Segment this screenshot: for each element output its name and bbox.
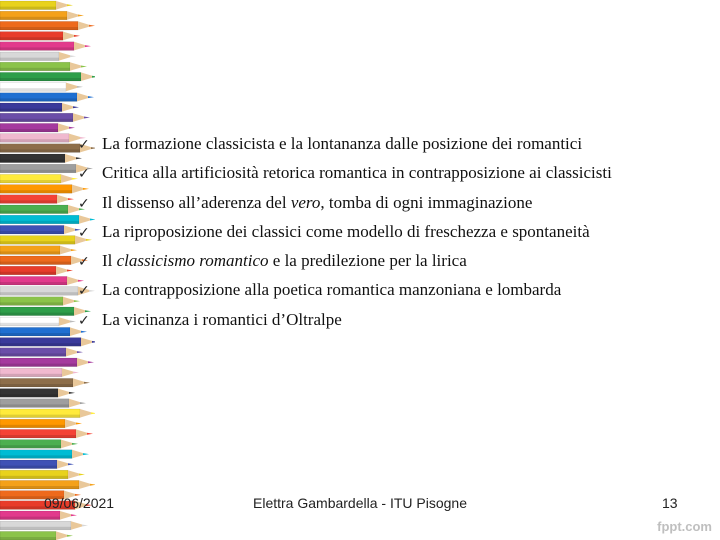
bullet-text-segment: La vicinanza i romantici d’Oltralpe bbox=[102, 309, 342, 329]
pencil-icon bbox=[0, 429, 93, 438]
pencil-icon bbox=[0, 72, 95, 81]
watermark: fppt.com bbox=[657, 519, 712, 534]
checkmark-icon: ✓ bbox=[78, 166, 90, 183]
pencil-icon bbox=[0, 368, 79, 377]
bullet-list bbox=[78, 134, 718, 339]
pencil-icon bbox=[0, 419, 82, 428]
bullet-text bbox=[102, 193, 532, 213]
pencil-icon bbox=[0, 256, 88, 265]
pencil-icon bbox=[0, 83, 83, 92]
pencil-icon bbox=[0, 21, 95, 30]
pencil-icon bbox=[0, 246, 77, 255]
pencil-icon bbox=[0, 1, 73, 10]
bullet-text bbox=[102, 163, 612, 183]
pencil-icon bbox=[0, 134, 86, 143]
pencil-icon bbox=[0, 93, 94, 102]
pencil-icon bbox=[0, 11, 84, 20]
pencil-icon bbox=[0, 399, 86, 408]
bullet-text-segment: La formazione classicista e la lontananza dalle posizione dei romantici bbox=[102, 134, 583, 153]
bullet-text bbox=[102, 280, 561, 300]
bullet-item bbox=[78, 163, 718, 192]
bullet-item bbox=[78, 134, 718, 163]
pencil-icon bbox=[0, 32, 80, 41]
pencil-icon bbox=[0, 113, 90, 122]
slide-number: 13 bbox=[662, 495, 678, 511]
bullet-text-emphasis: vero bbox=[290, 192, 321, 212]
pencil-icon bbox=[0, 389, 75, 398]
bullet-text-segment: e la predilezione per la lirica bbox=[268, 251, 467, 271]
pencil-icon bbox=[0, 195, 74, 204]
bullet-item bbox=[78, 251, 718, 280]
bullet-item bbox=[78, 280, 718, 309]
pencil-icon bbox=[0, 511, 77, 520]
pencil-icon bbox=[0, 358, 94, 367]
pencil-icon bbox=[0, 185, 89, 194]
pencil-icon bbox=[0, 276, 84, 285]
checkmark-icon: ✓ bbox=[78, 283, 90, 300]
bullet-text-segment: La contrapposizione alla poetica romantica manzoniana e lombarda bbox=[102, 280, 562, 300]
pencil-icon bbox=[0, 378, 90, 387]
pencil-icon bbox=[0, 123, 75, 132]
pencil-icon bbox=[0, 154, 82, 163]
bullet-text-emphasis: classicismo romantico bbox=[116, 251, 269, 271]
bullet-text bbox=[102, 251, 467, 271]
pencil-icon bbox=[0, 450, 89, 459]
pencil-icon bbox=[0, 327, 87, 336]
pencil-icon bbox=[0, 480, 95, 489]
bullet-text-segment: La riproposizione dei classici come modello di freschezza e spontaneità bbox=[102, 221, 590, 241]
checkmark-icon: ✓ bbox=[78, 195, 90, 212]
bullet-item bbox=[78, 193, 718, 222]
checkmark-icon: ✓ bbox=[78, 137, 90, 153]
checkmark-icon: ✓ bbox=[78, 254, 90, 271]
bullet-item bbox=[78, 310, 718, 339]
pencil-icon bbox=[0, 531, 73, 540]
bullet-text-segment: Critica alla artificiosità retorica romantica in contrapposizione ai classicisti bbox=[102, 163, 612, 183]
pencil-icon bbox=[0, 521, 88, 530]
bullet-text-segment: Il dissenso all’aderenza del bbox=[102, 192, 291, 212]
bullet-text bbox=[102, 134, 582, 154]
footer-author: Elettra Gambardella - ITU Pisogne bbox=[253, 495, 467, 511]
bullet-text bbox=[102, 222, 590, 242]
bullet-text-segment: Il bbox=[102, 251, 117, 271]
pencil-icon bbox=[0, 205, 85, 214]
pencil-icon bbox=[0, 174, 78, 183]
bullet-text-segment: , tomba di ogni immaginazione bbox=[320, 192, 533, 212]
pencil-icon bbox=[0, 409, 95, 418]
pencil-icon bbox=[0, 297, 80, 306]
checkmark-icon: ✓ bbox=[78, 224, 90, 241]
bullet-text bbox=[102, 310, 342, 330]
pencil-icon bbox=[0, 103, 79, 112]
pencil-icon bbox=[0, 317, 76, 326]
pencil-icon bbox=[0, 225, 81, 234]
pencil-icon bbox=[0, 440, 78, 449]
pencil-icon bbox=[0, 460, 74, 469]
pencil-icon bbox=[0, 42, 91, 51]
pencil-icon bbox=[0, 470, 85, 479]
pencil-icon bbox=[0, 52, 76, 61]
pencil-icon bbox=[0, 266, 73, 275]
pencil-icon bbox=[0, 348, 83, 357]
footer-date: 09/06/2021 bbox=[44, 495, 115, 511]
pencil-icon bbox=[0, 62, 87, 71]
checkmark-icon: ✓ bbox=[78, 312, 90, 329]
bullet-item bbox=[78, 222, 718, 251]
